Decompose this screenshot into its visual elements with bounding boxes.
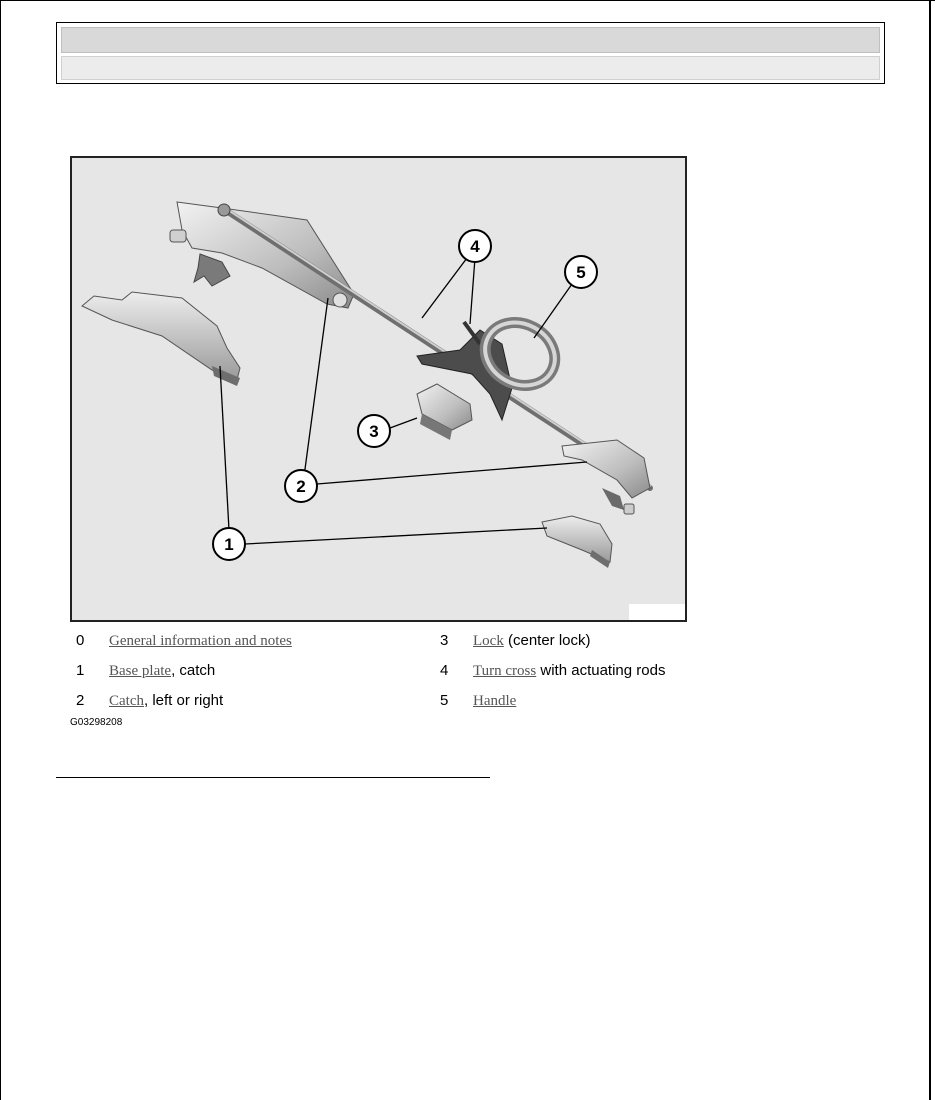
figure-id: G03298208: [70, 717, 123, 728]
legend-number: 2: [76, 692, 85, 709]
callout-3: [358, 415, 390, 447]
callout-4: [459, 230, 491, 262]
header-subtitle-bar: [61, 56, 880, 80]
link-base-plate[interactable]: Base plate: [109, 663, 172, 679]
callout-2-label: 2: [296, 477, 306, 496]
link-handle[interactable]: Handle: [473, 693, 517, 709]
legend-number: 1: [76, 662, 85, 679]
illustration-drawing: [72, 158, 685, 620]
callout-5: [565, 256, 597, 288]
section-divider: [56, 777, 490, 778]
link-catch[interactable]: Catch: [109, 693, 144, 709]
lock-part: [417, 384, 472, 440]
legend-number: 5: [440, 692, 449, 709]
legend-suffix: , catch: [171, 662, 216, 679]
callout-1-label: 1: [224, 535, 234, 554]
legend-number: 4: [440, 662, 449, 679]
legend-number: 0: [76, 632, 85, 649]
legend-suffix: (center lock): [503, 632, 591, 649]
callout-2: [285, 470, 317, 502]
callout-1: [213, 528, 245, 560]
callout-5-label: 5: [576, 263, 586, 282]
link-general-information[interactable]: General information and notes: [109, 633, 292, 649]
base-plate-left-part: [82, 292, 240, 386]
page-border-right: [929, 0, 931, 1100]
document-header: [56, 22, 885, 84]
callout-3-label: 3: [369, 422, 379, 441]
parts-illustration: [70, 156, 687, 622]
page-border-top: [0, 0, 935, 1]
link-lock[interactable]: Lock: [473, 633, 504, 649]
base-plate-right-part: [542, 516, 612, 568]
legend-suffix: , left or right: [144, 692, 224, 709]
catch-left-part: [170, 202, 354, 308]
legend-suffix: with actuating rods: [536, 662, 666, 679]
page-border-left: [0, 0, 1, 1100]
figure-corner-tag: [629, 604, 685, 620]
callout-4-label: 4: [470, 237, 480, 256]
legend-number: 3: [440, 632, 449, 649]
header-title-bar: [61, 27, 880, 53]
catch-right-part: [562, 440, 650, 514]
link-turn-cross[interactable]: Turn cross: [473, 663, 537, 679]
